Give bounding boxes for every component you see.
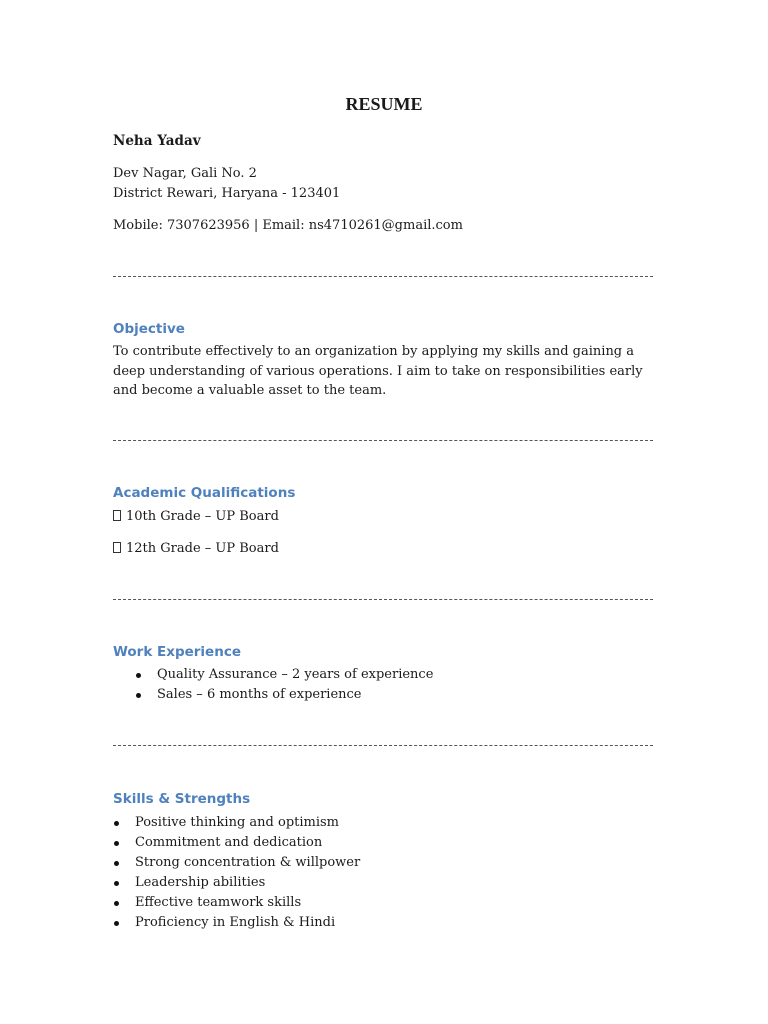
list-item (157, 685, 433, 705)
academic-item (113, 507, 279, 527)
skills-heading: Skills & Strengths (113, 791, 251, 807)
skill-item-label: Effective teamwork skills (135, 895, 302, 910)
bullet-icon (114, 921, 119, 926)
contact-info: Mobile: 7307623956 | Email: ns4710261@gmail.com (113, 218, 463, 233)
work-item-label: Sales – 6 months of experience (157, 687, 362, 702)
bullet-icon (136, 693, 141, 698)
section-divider (113, 745, 653, 746)
work-list (157, 665, 433, 705)
checkbox-glyph-icon (113, 510, 121, 521)
list-item (135, 813, 360, 833)
skill-item-label: Proficiency in English & Hindi (135, 915, 336, 930)
skill-item-label: Strong concentration & willpower (135, 855, 361, 870)
address-line-1: Dev Nagar, Gali No. 2 (113, 166, 257, 181)
address-line-2: District Rewari, Haryana - 123401 (113, 186, 341, 201)
skills-list (135, 813, 360, 933)
list-item (135, 873, 360, 893)
objective-text: To contribute effectively to an organization by applying my skills and gaining a deep understanding of various operations. I aim to take on responsibilities early and become a valuable asset to the team. (113, 344, 643, 398)
section-divider (113, 440, 653, 441)
list-item (135, 833, 360, 853)
page-title: RESUME (345, 94, 423, 114)
bullet-icon (114, 821, 119, 826)
skill-item-label: Commitment and dedication (135, 835, 323, 850)
academic-item-label: 12th Grade – UP Board (126, 541, 279, 556)
bullet-icon (136, 673, 141, 678)
section-divider (113, 276, 653, 277)
academic-item-label: 10th Grade – UP Board (126, 509, 279, 524)
list-item (135, 853, 360, 873)
bullet-icon (114, 841, 119, 846)
objective-heading: Objective (113, 321, 185, 337)
candidate-name: Neha Yadav (113, 133, 201, 149)
skill-item-label: Positive thinking and optimism (135, 815, 340, 830)
list-item (135, 893, 360, 913)
skill-item-label: Leadership abilities (135, 875, 266, 890)
bullet-icon (114, 901, 119, 906)
list-item (157, 665, 433, 685)
bullet-icon (114, 861, 119, 866)
work-heading: Work Experience (113, 644, 241, 660)
academic-item (113, 539, 279, 559)
bullet-icon (114, 881, 119, 886)
list-item (135, 913, 360, 933)
academic-heading: Academic Qualifications (113, 485, 296, 501)
checkbox-glyph-icon (113, 542, 121, 553)
work-item-label: Quality Assurance – 2 years of experience (157, 667, 434, 682)
section-divider (113, 599, 653, 600)
